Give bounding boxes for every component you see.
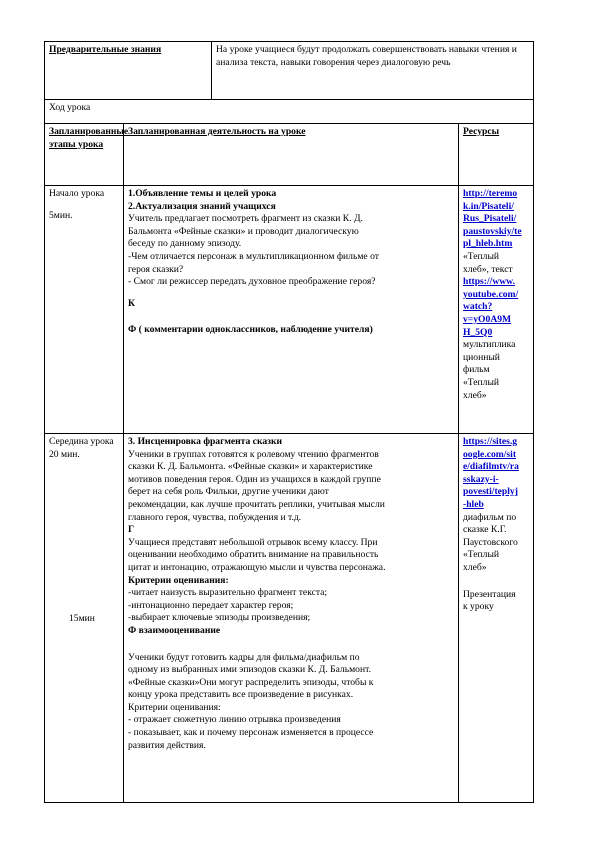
resource-link[interactable]: watch? <box>463 301 493 313</box>
activity-middle-cell <box>124 434 459 803</box>
activity-line: - Смог ли режиссер передать духовное преображение героя? <box>128 276 376 288</box>
activity-line: 2.Актуализация знаний учащихся <box>128 200 276 212</box>
lesson-flow-label: Ход урока <box>45 100 534 124</box>
activity-line: мотивов поведения героя. Один из учащихся в каждой группе <box>128 473 381 485</box>
activity-line: Ф ( комментарии одноклассников, наблюдение учителя) <box>128 324 373 336</box>
stage-start-label: Начало урока <box>49 188 105 199</box>
activity-line: -выбирает ключевые эпизоды произведения; <box>128 612 311 624</box>
activity-line: - показывает, как и почему персонаж изменяется в процессе <box>128 727 374 739</box>
resource-text: хлеб» <box>463 389 487 401</box>
activity-line: Учитель предлагает посмотреть фрагмент из сказки К. Д. <box>128 213 363 225</box>
resource-text: ционный <box>463 351 500 363</box>
activity-line: цитат и интонацию, отражающую мысли и чувства персонажа. <box>128 561 386 573</box>
resource-text: мультиплика <box>463 339 516 351</box>
resource-text: хлеб» <box>463 561 487 573</box>
lesson-plan-table <box>44 41 534 803</box>
activity-line: главного героя, чувства, побуждения и т.д. <box>128 511 302 523</box>
activity-line: -интонационно передает характер героя; <box>128 599 294 611</box>
activity-line: Ф взаимооценивание <box>128 624 221 636</box>
resource-text: хлеб», текст <box>463 263 513 275</box>
prior-knowledge-label: Предварительные знания <box>45 42 212 100</box>
stage-middle-time-2: 15мин <box>69 613 95 625</box>
column-header-row <box>45 124 534 186</box>
activity-line: «Фейные сказки»Они могут распределить эпизоды, чтобы к <box>128 676 374 688</box>
activity-line: одному из выбранных ими эпизодов сказки К. Д. Бальмонт. <box>128 664 371 676</box>
activity-line: Учащиеся представят небольшой отрывок всему классу. При <box>128 536 378 548</box>
lesson-plan-page <box>44 41 533 803</box>
activity-line: оценивании необходимо обратить внимание на правильность <box>128 549 379 561</box>
resource-text: сказке К.Г. <box>463 524 507 536</box>
activity-line: развития действия. <box>128 739 206 751</box>
activity-line: Г <box>128 524 135 536</box>
resource-text: к уроку <box>463 601 494 613</box>
resource-text: фильм <box>463 364 490 376</box>
activity-line: берет на себя роль Фильки, другие ученики дают <box>128 486 329 498</box>
activity-line: рекомендации, как лучше прочитать реплики, учитывая мысли <box>128 498 385 510</box>
resource-link[interactable]: v=yO0A9M <box>463 313 512 325</box>
resource-link[interactable]: k.in/Pisateli/ <box>463 200 514 212</box>
activity-line: - отражает сюжетную линию отрывка произведения <box>128 714 341 726</box>
resource-text: «Теплый <box>463 250 500 262</box>
resource-text: диафильм по <box>463 511 517 523</box>
activity-line: 3. Инсценировка фрагмента сказки <box>128 436 283 447</box>
stage-middle-time: 20 мин. <box>49 448 80 460</box>
header-stages: Запланированные этапы урока <box>45 124 124 186</box>
activity-line: -читает наизусть выразительно фрагмент текста; <box>128 587 328 599</box>
lesson-start-row <box>45 186 534 434</box>
resource-link[interactable]: H_5Q0 <box>463 326 493 338</box>
header-activity: Запланированная деятельность на уроке <box>124 124 459 186</box>
stage-start-cell <box>45 186 124 434</box>
activity-line: героя сказки? <box>128 263 184 275</box>
activity-line: Бальмонта «Фейные сказки» и проводит диалогическую <box>128 225 359 237</box>
resource-link[interactable]: paustovskiy/te <box>463 225 522 237</box>
activity-line: -Чем отличается персонаж в мультипликационном фильме от <box>128 250 379 262</box>
resource-link[interactable]: -hleb <box>463 498 484 510</box>
resource-text: Презентация <box>463 588 516 600</box>
resource-link[interactable]: Rus_Pisateli/ <box>463 213 517 225</box>
resource-text: Паустовского <box>463 536 518 548</box>
resource-link[interactable]: http://teremo <box>463 188 518 199</box>
resources-start-cell <box>459 186 534 434</box>
resource-link[interactable]: povesti/teplyj <box>463 486 518 498</box>
activity-line: беседу по данному эпизоду. <box>128 238 242 250</box>
resource-text: «Теплый <box>463 549 500 561</box>
header-resources: Ресурсы <box>459 124 534 186</box>
stage-middle-label: Середина урока <box>49 436 114 447</box>
resources-middle-cell <box>459 434 534 803</box>
prior-knowledge-row <box>45 42 534 100</box>
resource-link[interactable]: e/diafilmtv/ra <box>463 461 519 473</box>
activity-line: концу урока представить все произведение в рисунках. <box>128 689 354 701</box>
stage-middle-cell <box>45 434 124 803</box>
lesson-flow-row <box>45 100 534 124</box>
activity-line: Ученики в группах готовятся к ролевому чтению фрагментов <box>128 448 379 460</box>
stage-start-time: 5мин. <box>49 209 73 221</box>
resource-link[interactable]: https://www. <box>463 276 515 288</box>
activity-line: 1.Объявление темы и целей урока <box>128 188 277 199</box>
resource-link[interactable]: sskazy-i- <box>463 473 499 485</box>
resource-link[interactable]: oogle.com/sit <box>463 448 517 460</box>
activity-line: Ученики будут готовить кадры для фильма/диафильм по <box>128 651 360 663</box>
lesson-middle-row <box>45 434 534 803</box>
resource-link[interactable]: youtube.com/ <box>463 288 519 300</box>
prior-knowledge-text: На уроке учащиеся будут продолжать совершенствовать навыки чтения и анализа текста, навыки говорения через диалоговую речь <box>212 42 534 100</box>
activity-line: Критерии оценивания: <box>128 701 221 713</box>
resource-text: «Теплый <box>463 376 500 388</box>
activity-line: К <box>128 297 135 309</box>
activity-line: сказки К. Д. Бальмонта. «Фейные сказки» и характеристике <box>128 461 373 473</box>
resource-link[interactable]: pl_hleb.htm <box>463 238 513 250</box>
activity-line: Критерии оценивания: <box>128 574 229 586</box>
resource-link[interactable]: https://sites.g <box>463 436 518 447</box>
activity-start-cell <box>124 186 459 434</box>
